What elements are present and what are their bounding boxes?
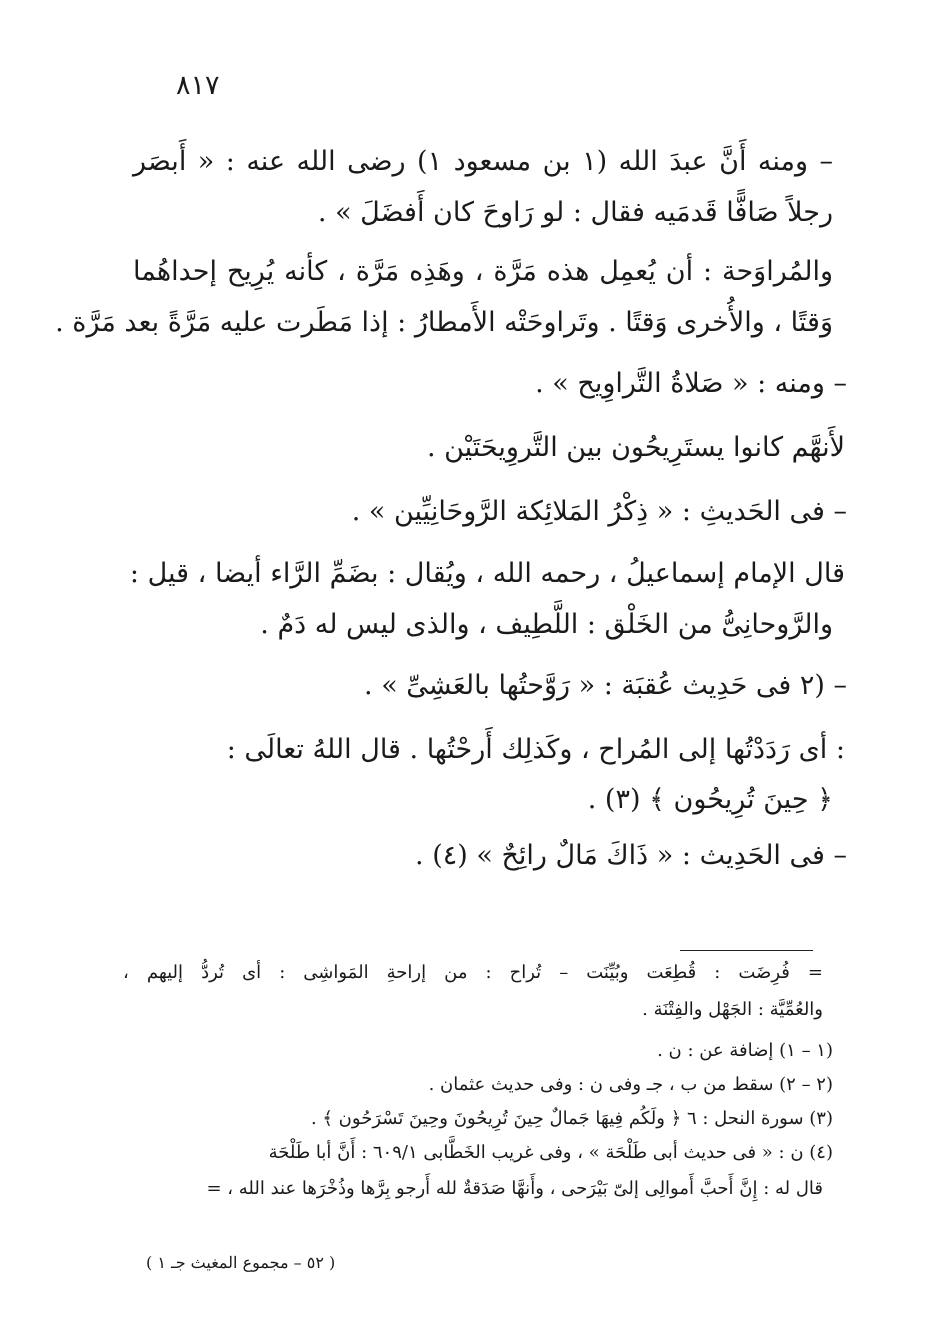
footnote-separator (680, 950, 813, 951)
footnote-line: (٤) ن : « فى حديث أبى طَلْحَة » ، وفى غريب الخَطَّابى ٦٠٩/١ : أَنَّ أبا طَلْحَة (268, 1142, 833, 1163)
body-line: – ومنه أَنَّ عبدَ الله (١ بن مسعود ١) رضى الله عنه : « أَبصَر (133, 146, 833, 177)
body-line: والمُراوَحة : أن يُعمِل هذه مَرَّة ، وهَذِه مَرَّة ، كأنه يُرِيح إحداهُما (133, 256, 833, 287)
body-line: – فى الحَديثِ : « ذِكْرُ المَلائِكة الرَّوحَانِيِّين » . (351, 496, 847, 527)
body-line: لأَنهَّم كانوا يستَرِيحُون بين التَّروِيحَتَيْن . (426, 432, 845, 463)
body-line: : أى رَدَدْتُها إلى المُراح ، وكَذلِك أَرحْتُها . قال اللهُ تعالَى : (226, 734, 845, 765)
footnote-line: قال له : إِنَّ أَحبَّ أَموالِى إلىّ بَيْرَحى ، وأَنهَّا صَدَقةٌ لله أَرجو بِرَّها وذُخْرَها عند الله ، = (206, 1178, 823, 1199)
body-line: قال الإمام إسماعيلُ ، رحمه الله ، ويُقال : بضَمِّ الرَّاء أيضا ، قيل : (129, 558, 845, 589)
body-line: وَقتًا ، والأُخرى وَقتًا . وتَراوحَتْه الأَمطارُ : إذا مَطَرت عليه مَرَّةً بعد مَرَّة . (55, 307, 833, 338)
signature-mark: ( ٥٢ – مجموع المغيث جـ ١ ) (146, 1253, 336, 1272)
body-line: والرَّوحانِىُّ من الخَلْق : اللَّطِيف ، والذى ليس له دَمٌ . (260, 609, 833, 640)
body-line: – فى الحَدِيث : « ذَاكَ مَالٌ رائِحٌ » (٤) . (415, 840, 847, 871)
body-line: – ومنه : « صَلاةُ التَّراوِيح » . (535, 368, 847, 399)
footnote-line: (٢ – ٢) سقط من ب ، جـ وفى ن : وفى حديث عثمان . (428, 1074, 833, 1095)
footnote-line: (٣) سورة النحل : ٦ ﴿ ولَكُم فِيهَا جَمالٌ حِينَ تُرِيحُونَ وحِينَ تَسْرَحُون ﴾ . (310, 1108, 833, 1129)
page-number: ٨١٧ (176, 70, 220, 101)
footnote-line: (١ – ١) إضافة عن : ن . (657, 1040, 833, 1061)
body-line: رجلاً صَافًّا قَدمَيه فقال : لو رَاوحَ كان أَفضَلَ » . (317, 197, 833, 228)
footnote-line: = فُرِضَت : قُطِعَت وبُيِّنَت – تُراح : من إراحةِ المَواشِى : أى تُردُّ إليهم ، (123, 962, 823, 983)
footnote-line: والعُمِّيَّة : الجَهْل والفِتْنَة . (642, 999, 823, 1020)
body-line: ﴿ حِينَ تُرِيحُون ﴾ (٣) . (587, 784, 833, 815)
body-line: – (٢ فى حَدِيث عُقبَة : « رَوَّحتُها بالعَشِىِّ » . (364, 670, 847, 701)
